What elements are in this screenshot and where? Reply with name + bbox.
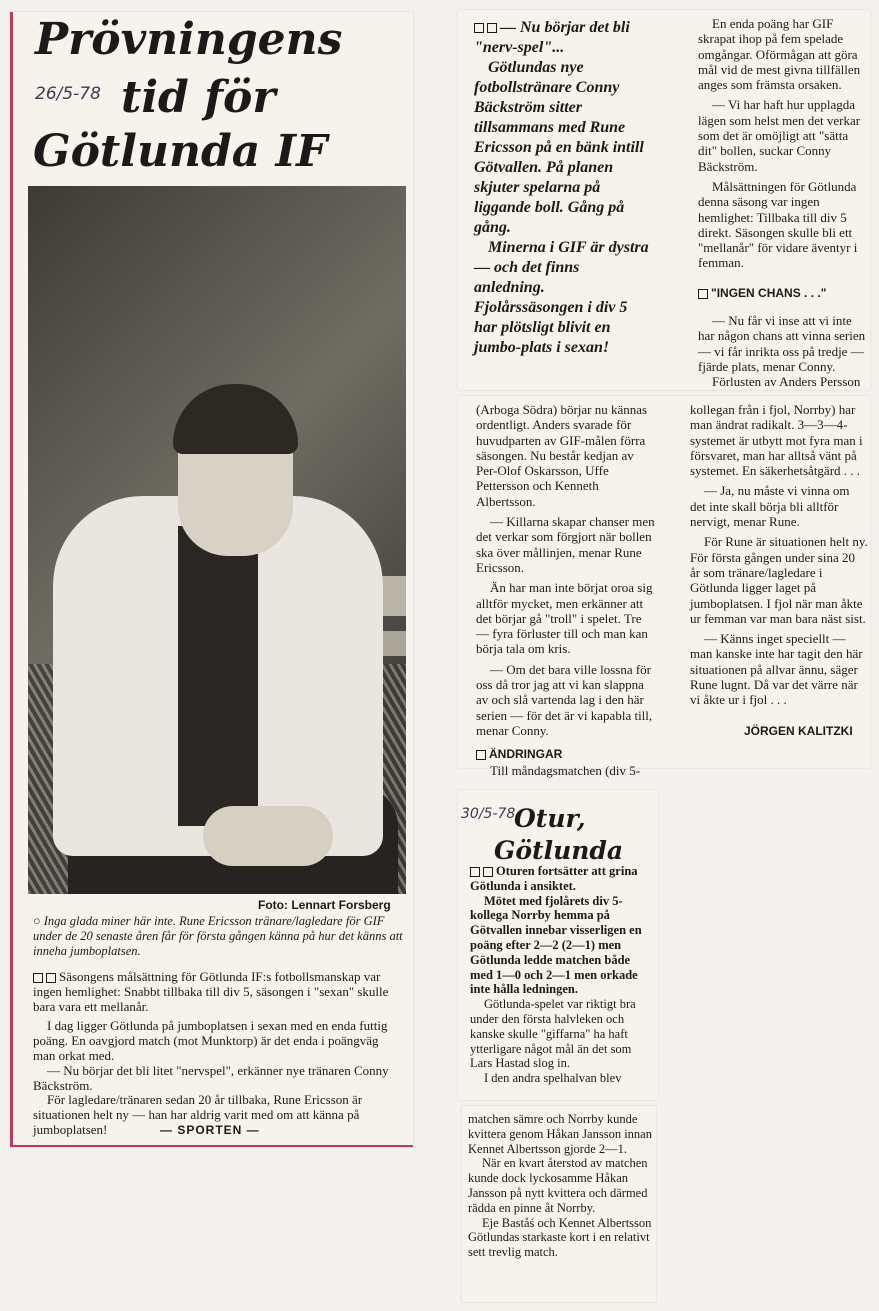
column-paragraph: — Vi har haft hur upplagda lägen som helst men det verkar som det är omöjligt att "sätta dit" bollen, suckar Conny Bäckström. bbox=[698, 97, 861, 174]
headline-line-3: Götlunda IF bbox=[33, 126, 328, 177]
body-paragraph: — Nu börjar det bli litet "nervspel", erkänner nye tränaren Conny Bäckström. bbox=[33, 1062, 389, 1093]
otur-column bbox=[470, 864, 654, 1086]
subhead-andringar: ÄNDRINGAR bbox=[489, 747, 563, 762]
headline-gotlunda: Götlunda bbox=[494, 836, 624, 865]
article-body bbox=[33, 970, 403, 1138]
column-paragraph: — Känns inget speciellt — man kanske inte har tagit den här situationen på allvar ännu, säger Rune lugnt. Då var det värre när vi åkte ur i fjol . . . bbox=[690, 631, 863, 708]
otur-paragraph: I den andra spelhalvan blev bbox=[484, 1071, 622, 1086]
square-bullet-icon bbox=[474, 23, 484, 33]
body-paragraph: I dag ligger Götlunda på jumboplatsen i sexan med en enda futtig poäng. En oavgjord match (mot Munktorp) är det enda i poängväg man orkat med. bbox=[33, 1018, 388, 1063]
square-bullet-icon bbox=[487, 23, 497, 33]
column-paragraph: — Ja, nu måste vi vinna om det inte skall börja bli alltför nervigt, menar Rune. bbox=[690, 483, 850, 530]
column-3 bbox=[476, 402, 656, 778]
handwritten-date: 26/5-78 bbox=[35, 84, 101, 104]
photo-hair bbox=[173, 384, 298, 454]
photo-caption bbox=[33, 914, 403, 959]
headline-line-2: tid för bbox=[121, 72, 276, 123]
column-paragraph: (Arboga Södra) börjar nu kännas ordentligt. Anders svarade för huvudparten av GIF-målen förra säsongen. Nu består kedjan av Per-Olof Oskarsson, Uffe Pettersson och Kenneth Albertsson. bbox=[476, 402, 648, 509]
square-bullet-icon bbox=[483, 867, 493, 877]
otur-lead: Oturen fortsätter att grina Götlunda i ansiktet. bbox=[470, 864, 638, 893]
otur-paragraph: När en kvart återstod av matchen kunde dock lyckosamme Håkan Jansson på nytt kvittera och därmed rädda en pinne åt Norrby. bbox=[468, 1156, 648, 1215]
caption-circle-icon: ○ bbox=[33, 914, 44, 928]
otur-paragraph: Götlunda-spelet var riktigt bra under den första halvleken och kanske skulle "giffarna" ha haft ytterligare något mål än det som Lars Hastad slog in. bbox=[470, 997, 636, 1071]
signature-sporten: — SPORTEN — bbox=[160, 1123, 260, 1137]
otur-paragraph: Eje Baståś och Kennet Albertsson Götlundas starkaste kort i en relativt sett trevlig match. bbox=[468, 1215, 652, 1260]
photo-hands bbox=[203, 806, 333, 866]
otur-column-continued bbox=[468, 1112, 652, 1260]
otur-lead-bold: Mötet med fjolårets div 5-kollega Norrby hemma på Götvallen innebar visserligen en poäng efter 2—2 (2—1) men Götlunda ledde matchen både med 1—0 och 2—1 men orkade inte hålla ledningen. bbox=[470, 893, 642, 997]
square-bullet-icon bbox=[698, 289, 708, 299]
subhead-ingen-chans: "INGEN CHANS . . ." bbox=[711, 285, 827, 300]
square-bullet-icon bbox=[46, 973, 56, 983]
body-paragraph: Säsongens målsättning för Götlunda IF:s fotbollsmanskap var ingen hemlighet: Snabbt tillbaka till div 5, säsongen i "sexan" skulle bara vara ett mellanår. bbox=[33, 969, 389, 1014]
photo-coach-on-bench bbox=[28, 186, 406, 894]
otur-paragraph: matchen sämre och Norrby kunde kvittera genom Håkan Jansson innan Kennet Albertsson gjorde 2—1. bbox=[468, 1112, 652, 1156]
column-paragraph: Till måndagsmatchen (div 5- bbox=[490, 762, 641, 778]
handwritten-date: 30/5-78 bbox=[461, 806, 516, 822]
caption-text: Inga glada miner här inte. Rune Ericsson tränare/lagledare för GIF under de 20 senaste åren får för första gången känna på hur det känns att inneha jumboplatsen. bbox=[33, 914, 403, 958]
photo-credit: Foto: Lennart Forsberg bbox=[258, 898, 391, 912]
square-bullet-icon bbox=[476, 750, 486, 760]
headline-otur: Otur, bbox=[514, 804, 586, 833]
headline-line-1: Prövningens bbox=[35, 14, 343, 65]
column-paragraph: — Killarna skapar chanser men det verkar som förgjort när bollen ska över mållinjen, menar Rune Ericsson. bbox=[476, 514, 655, 575]
body-paragraph: För lagledare/tränaren sedan 20 år tillbaka, Rune Ericsson är situationen helt ny — han har aldrig varit med om att känna på jumboplatsen! bbox=[33, 1092, 363, 1137]
intro-paragraph: Götlundas nye fotbollstränare Conny Bäckström sitter tillsammans med Rune Ericsson på en bänk intill Götvallen. På planen skjuter spelarna på liggande boll. Gång på gång. bbox=[474, 59, 644, 236]
column-paragraph: kollegan från i fjol, Norrby) har man ändrat radikalt. 3—3—4-systemet är utbytt mot fyra man i försvaret, man har alltså vänt på systemet. En säkerhetsåtgärd . . . bbox=[690, 402, 863, 479]
intro-paragraph: Minerna i GIF är dystra — och det finns anledning. Fjolårssäsongen i div 5 har plötsligt blivit en jumbo-plats i sexan! bbox=[474, 239, 649, 356]
square-bullet-icon bbox=[470, 867, 480, 877]
column-paragraph: En enda poäng har GIF skrapat ihop på fem spelade omgångar. Oförmågan att göra mål vid de mest givna tillfällen anges som främsta orsaken. bbox=[698, 16, 861, 93]
intro-paragraph: — Nu börjar det bli "nerv-spel"... bbox=[474, 19, 630, 56]
photo-shirt bbox=[178, 526, 258, 826]
column-paragraph: — Om det bara ville lossna för oss då tror jag att vi kan slappna av och slå vartenda lag i den här serien — för det är vi kapabla till, menar Conny. bbox=[476, 661, 653, 738]
column-paragraph: — Nu får vi inse att vi inte har någon chans att vinna serien — vi får inrikta oss på tredje — fjärde plats, menar Conny. bbox=[698, 313, 866, 374]
square-bullet-icon bbox=[33, 973, 43, 983]
column-paragraph: Målsättningen för Götlunda denna säsong var ingen hemlighet: Tillbaka till div 5 direkt. Säsongen skulle bli ett "mellanår" för vidare äventyr i femman. bbox=[698, 178, 858, 271]
column-2 bbox=[698, 16, 868, 395]
column-paragraph: Än har man inte börjat oroa sig alltför mycket, men erkänner att det börjar gå "troll" i spelet. Tre — fyra förluster till och man kan börja tala om kris. bbox=[476, 580, 653, 657]
column-4 bbox=[690, 402, 868, 744]
column-paragraph: För Rune är situationen helt ny. För första gången under sina 20 år som tränare/lagledare i Götlunda ligger laget på jumboplatsen. I fjol när man åkte ur femman var man bara näst sist. bbox=[690, 534, 868, 626]
intro-column bbox=[474, 18, 654, 358]
byline: JÖRGEN KALITZKI bbox=[744, 723, 853, 738]
column-paragraph: Förlusten av Anders Persson bbox=[712, 374, 861, 390]
